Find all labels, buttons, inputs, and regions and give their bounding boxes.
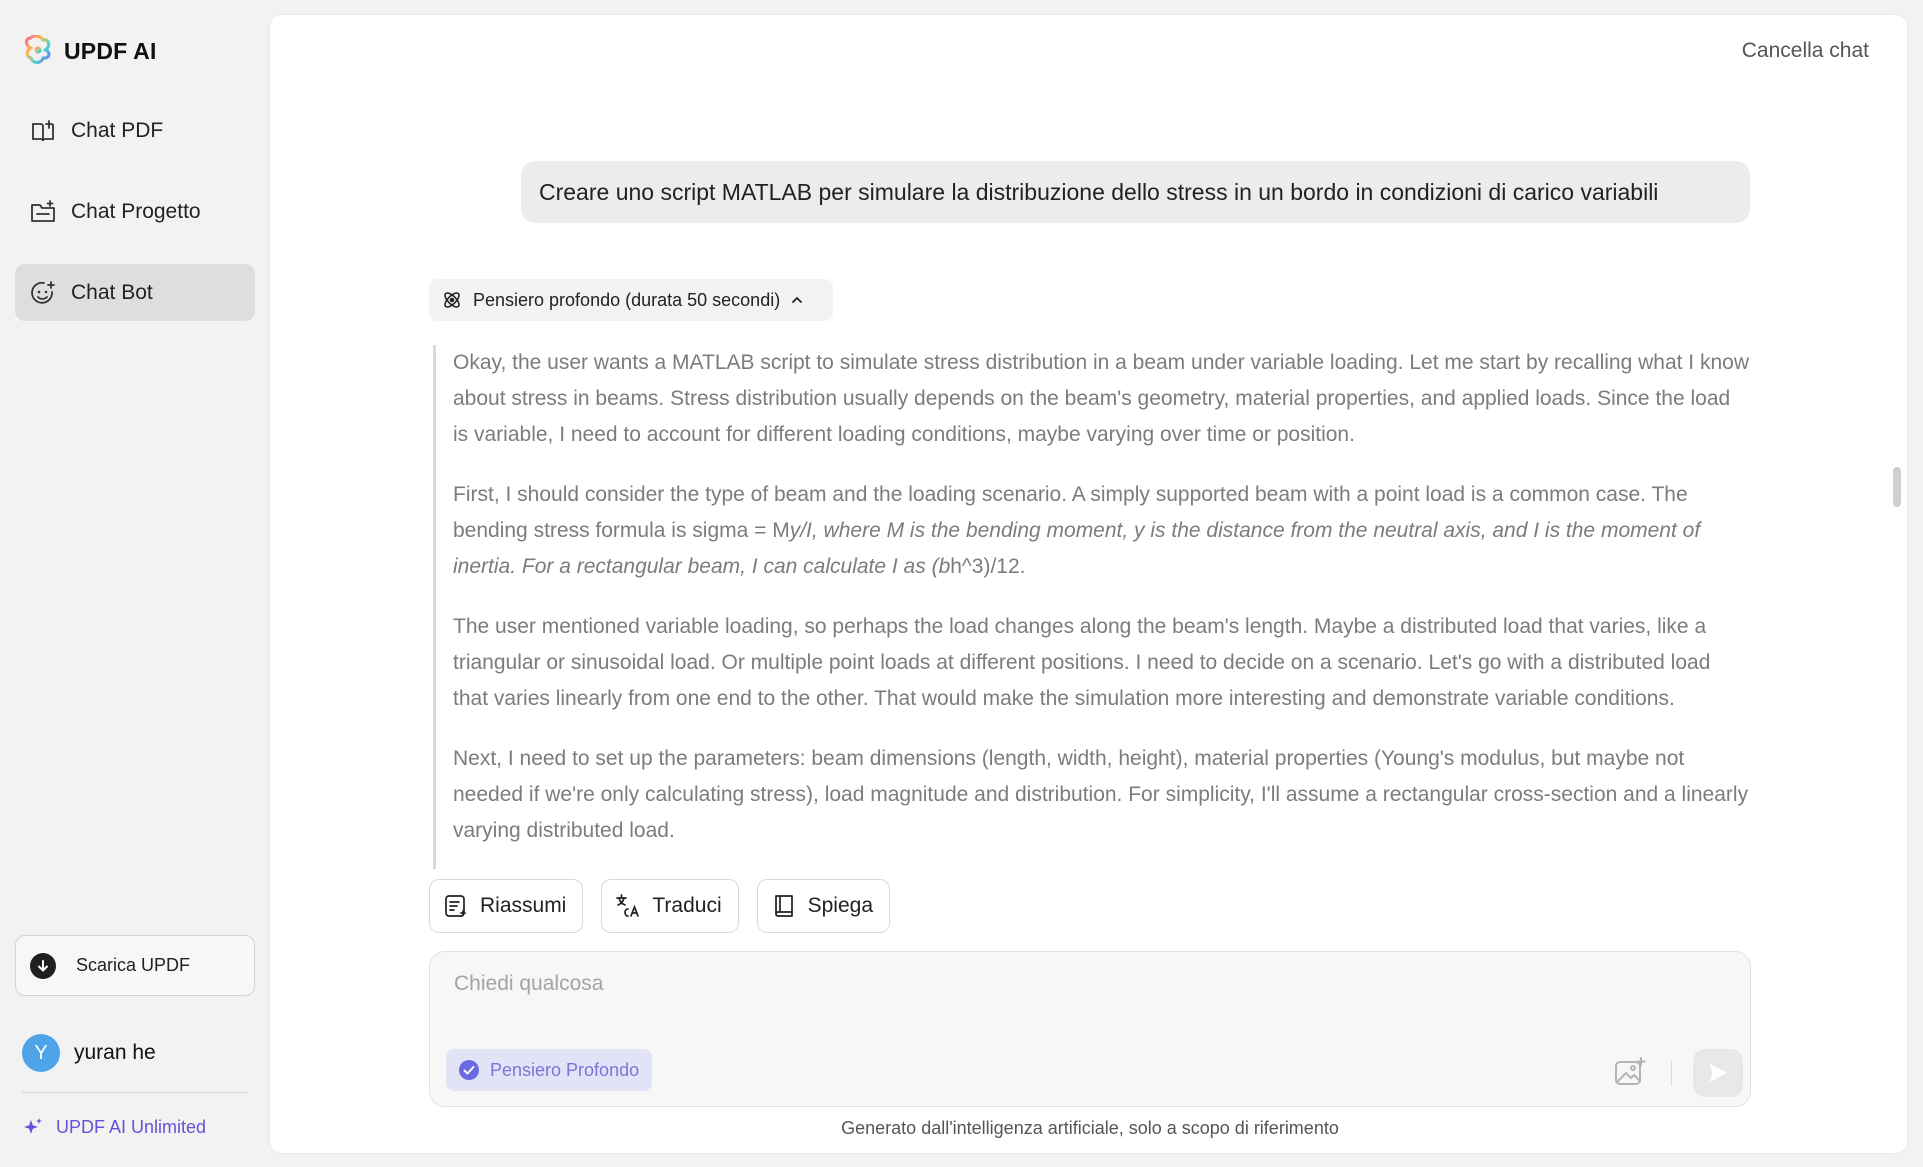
chat-panel bbox=[270, 15, 1907, 1153]
clear-chat-button[interactable]: Cancella chat bbox=[1741, 39, 1869, 62]
unlimited-label: UPDF AI Unlimited bbox=[56, 1116, 207, 1137]
download-updf-button[interactable] bbox=[15, 935, 255, 996]
user-name: yuran he bbox=[74, 1041, 156, 1064]
download-label: Scarica UPDF bbox=[76, 955, 191, 975]
deep-thinking-toggle[interactable] bbox=[429, 279, 833, 321]
avatar: Y bbox=[22, 1034, 60, 1072]
send-button[interactable] bbox=[1693, 1049, 1743, 1097]
user-profile[interactable] bbox=[22, 1034, 156, 1072]
translate-icon bbox=[614, 892, 642, 920]
user-message: Creare uno script MATLAB per simulare la distribuzione dello stress in un bordo in condizioni di carico variabili bbox=[521, 161, 1750, 223]
thinking-content bbox=[433, 345, 1751, 869]
sidebar-item-label: Chat Progetto bbox=[71, 199, 201, 223]
thinking-paragraph: Okay, the user wants a MATLAB script to simulate stress distribution in a beam under variable loading. Let me start by recalling what I know about stress in beams. Stress distribution usually depends on the beam's geometry, material properties, and applied loads. Since the load is variable, I need to account for different loading conditions, maybe varying over time or position. bbox=[453, 351, 1749, 446]
translate-button[interactable] bbox=[601, 879, 738, 933]
brand[interactable] bbox=[22, 34, 157, 68]
book-icon bbox=[29, 117, 57, 145]
download-icon bbox=[30, 953, 56, 979]
summary-icon bbox=[442, 892, 470, 920]
check-circle-icon bbox=[458, 1059, 480, 1081]
sidebar-divider bbox=[22, 1092, 248, 1093]
brand-name: UPDF AI bbox=[64, 37, 157, 64]
send-icon bbox=[1706, 1061, 1730, 1085]
disclaimer: Generato dall'intelligenza artificiale, solo a scopo di riferimento bbox=[841, 1118, 1339, 1138]
updf-logo-icon bbox=[22, 35, 54, 67]
chevron-up-icon bbox=[790, 293, 804, 307]
thinking-paragraph: The user mentioned variable loading, so perhaps the load changes along the beam's length. Maybe a distributed load that varies, like a triangular or sinusoidal load. Or multiple point loads at different positions. I need to decide on a scenario. Let's go with a distributed load that varies linearly from one end to the other. That would make the simulation more interesting and demonstrate variable conditions. bbox=[453, 615, 1711, 710]
action-label: Spiega bbox=[807, 894, 873, 917]
sidebar-nav bbox=[15, 102, 255, 345]
action-label: Riassumi bbox=[480, 894, 567, 917]
composer bbox=[429, 951, 1751, 1107]
sparkle-icon bbox=[22, 1116, 44, 1138]
sidebar-item-chat-progetto[interactable] bbox=[15, 183, 255, 240]
sidebar bbox=[0, 0, 270, 1167]
image-upload-icon[interactable] bbox=[1613, 1055, 1647, 1089]
bot-face-icon bbox=[29, 279, 57, 307]
summarize-button[interactable] bbox=[429, 879, 583, 933]
thinking-label: Pensiero profondo (durata 50 secondi) bbox=[473, 289, 781, 310]
sidebar-item-label: Chat Bot bbox=[71, 280, 153, 304]
quick-actions bbox=[429, 879, 890, 933]
atom-icon bbox=[441, 289, 463, 311]
deep-thinking-chip[interactable] bbox=[446, 1049, 652, 1091]
chat-input[interactable] bbox=[454, 972, 1454, 996]
scrollbar-thumb[interactable] bbox=[1893, 467, 1901, 507]
explain-button[interactable] bbox=[757, 879, 890, 933]
updf-ai-unlimited-link[interactable] bbox=[22, 1116, 206, 1138]
sidebar-item-label: Chat PDF bbox=[71, 118, 164, 142]
book-open-icon bbox=[770, 892, 798, 920]
composer-divider bbox=[1671, 1060, 1672, 1086]
deep-thinking-label: Pensiero Profondo bbox=[490, 1059, 640, 1080]
sidebar-item-chat-pdf[interactable] bbox=[15, 102, 255, 159]
folder-icon bbox=[29, 198, 57, 226]
thinking-paragraph: Next, I need to set up the parameters: beam dimensions (length, width, height), material properties (Young's modulus, but maybe not needed if we're only calculating stress), load magnitude and distribution. For simplicity, I'll assume a rectangular cross-section and a linearly varying distributed load. bbox=[453, 747, 1749, 842]
thinking-paragraph: First, I should consider the type of beam and the loading scenario. A simply supported beam with a point load is a common case. The bending stress formula is sigma = My/I, where M is the bending moment, y is the distance from the neutral axis, and I is the moment of inertia. For a rectangular beam, I can calculate I as (bh^3)/12. bbox=[453, 483, 1701, 578]
action-label: Traduci bbox=[652, 894, 722, 917]
sidebar-item-chat-bot[interactable] bbox=[15, 264, 255, 321]
